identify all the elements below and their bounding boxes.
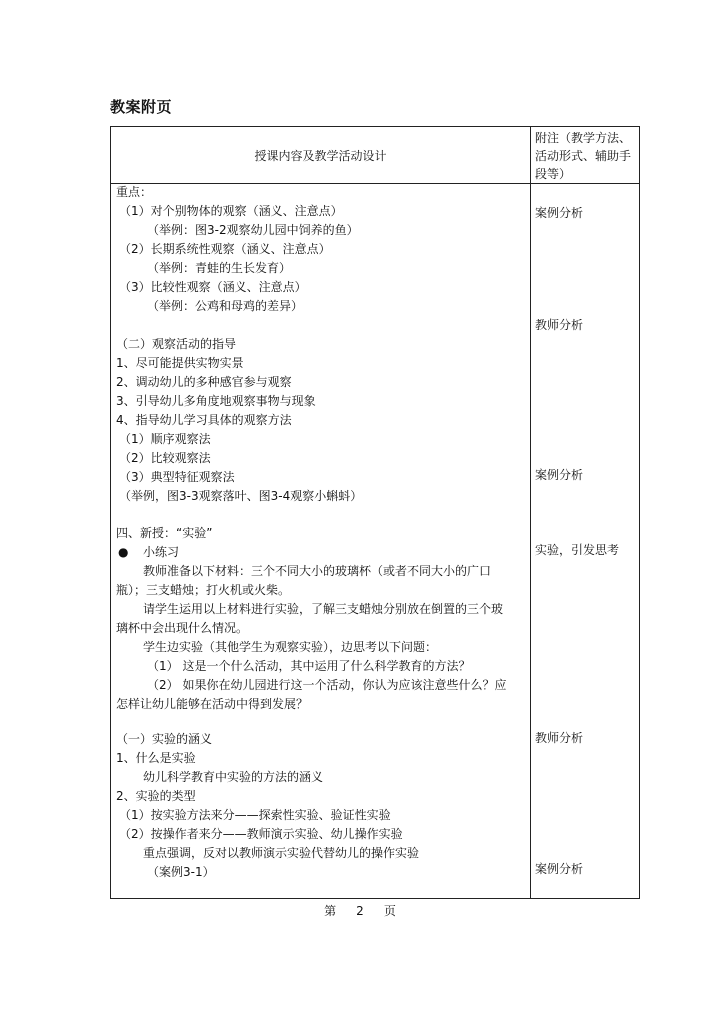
content-line: 2、实验的类型	[116, 789, 196, 803]
note-teacher-analysis: 教师分析	[535, 731, 584, 745]
content-line: 幼儿科学教育中实验的方法的涵义	[143, 770, 324, 784]
column-divider	[530, 127, 531, 898]
content-line: 重点：	[116, 185, 153, 199]
bullet: ●	[118, 545, 129, 559]
content-line: 小练习	[143, 545, 180, 559]
content-line: 3、引导幼儿多角度地观察事物与现象	[116, 394, 316, 408]
content-line: 1、什么是实验	[116, 751, 196, 765]
content-line: 四、新授：“实验”	[116, 526, 213, 540]
content-line: 瓶）；三支蜡烛；打火机或火柴。	[116, 583, 291, 597]
content-line: （1）按实验方法来分——探索性实验、验证性实验	[119, 808, 391, 822]
content-line: （1）顺序观察法	[119, 432, 211, 446]
note-case-analysis: 案例分析	[535, 206, 584, 220]
content-line: （2）按操作者来分——教师演示实验、幼儿操作实验	[119, 827, 403, 841]
content-line: 怎样让幼儿能够在活动中得到发展？	[116, 697, 309, 711]
content-line: （二）观察活动的指导	[116, 337, 237, 351]
content-line: （举例，图3-3观察落叶、图3-4观察小蝌蚪）	[119, 489, 363, 503]
content-line: （3）比较性观察（涵义、注意点）	[119, 280, 307, 294]
page-footer	[0, 902, 720, 919]
content-line: （一）实验的涵义	[116, 732, 213, 746]
footer-suffix: 页	[383, 904, 396, 918]
content-line: 重点强调，反对以教师演示实验代替幼儿的操作实验	[143, 846, 420, 860]
note-case-analysis: 案例分析	[535, 862, 584, 876]
footer-prefix: 第	[324, 904, 337, 918]
content-line: （1）对个别物体的观察（涵义、注意点）	[119, 204, 343, 218]
content-line: （举例：图3-2观察幼儿园中饲养的鱼）	[147, 223, 359, 237]
content-line: （2）长期系统性观察（涵义、注意点）	[119, 242, 331, 256]
note-teacher-analysis: 教师分析	[535, 318, 584, 332]
content-line: 请学生运用以上材料进行实验，了解三支蜡烛分别放在倒置的三个玻	[143, 602, 504, 616]
content-line: 教师准备以下材料：三个不同大小的玻璃杯（或者不同大小的广口	[143, 564, 492, 578]
page-title: 教案附页	[110, 98, 173, 116]
note-case-analysis: 案例分析	[535, 468, 584, 482]
content-line: 学生边实验（其他学生为观察实验），边思考以下问题：	[143, 640, 438, 654]
content-line: （举例：青蛙的生长发育）	[147, 261, 292, 275]
lesson-table	[110, 126, 640, 899]
header-content-design: 授课内容及教学活动设计	[254, 148, 387, 163]
header-notes: 附注（教学方法、活动形式、辅助手段等）	[535, 131, 632, 181]
content-line: （举例：公鸡和母鸡的差异）	[147, 299, 304, 313]
content-line: （2）比较观察法	[119, 451, 211, 465]
header-divider	[111, 183, 639, 184]
content-line: 2、调动幼儿的多种感官参与观察	[116, 375, 292, 389]
content-line: （2） 如果你在幼儿园进行这一个活动，你认为应该注意些什么？应	[147, 678, 507, 692]
content-line: （3）典型特征观察法	[119, 470, 235, 484]
content-line: 1、尽可能提供实物实景	[116, 356, 244, 370]
note-experiment-thinking: 实验，引发思考	[535, 543, 620, 557]
content-line: 璃杯中会出现什么情况。	[116, 621, 249, 635]
content-line: （1） 这是一个什么活动，其中运用了什么科学教育的方法？	[147, 659, 471, 673]
content-line: 4、指导幼儿学习具体的观察方法	[116, 413, 292, 427]
page-number: 2	[356, 904, 364, 918]
content-line: （案例3-1）	[147, 865, 215, 879]
